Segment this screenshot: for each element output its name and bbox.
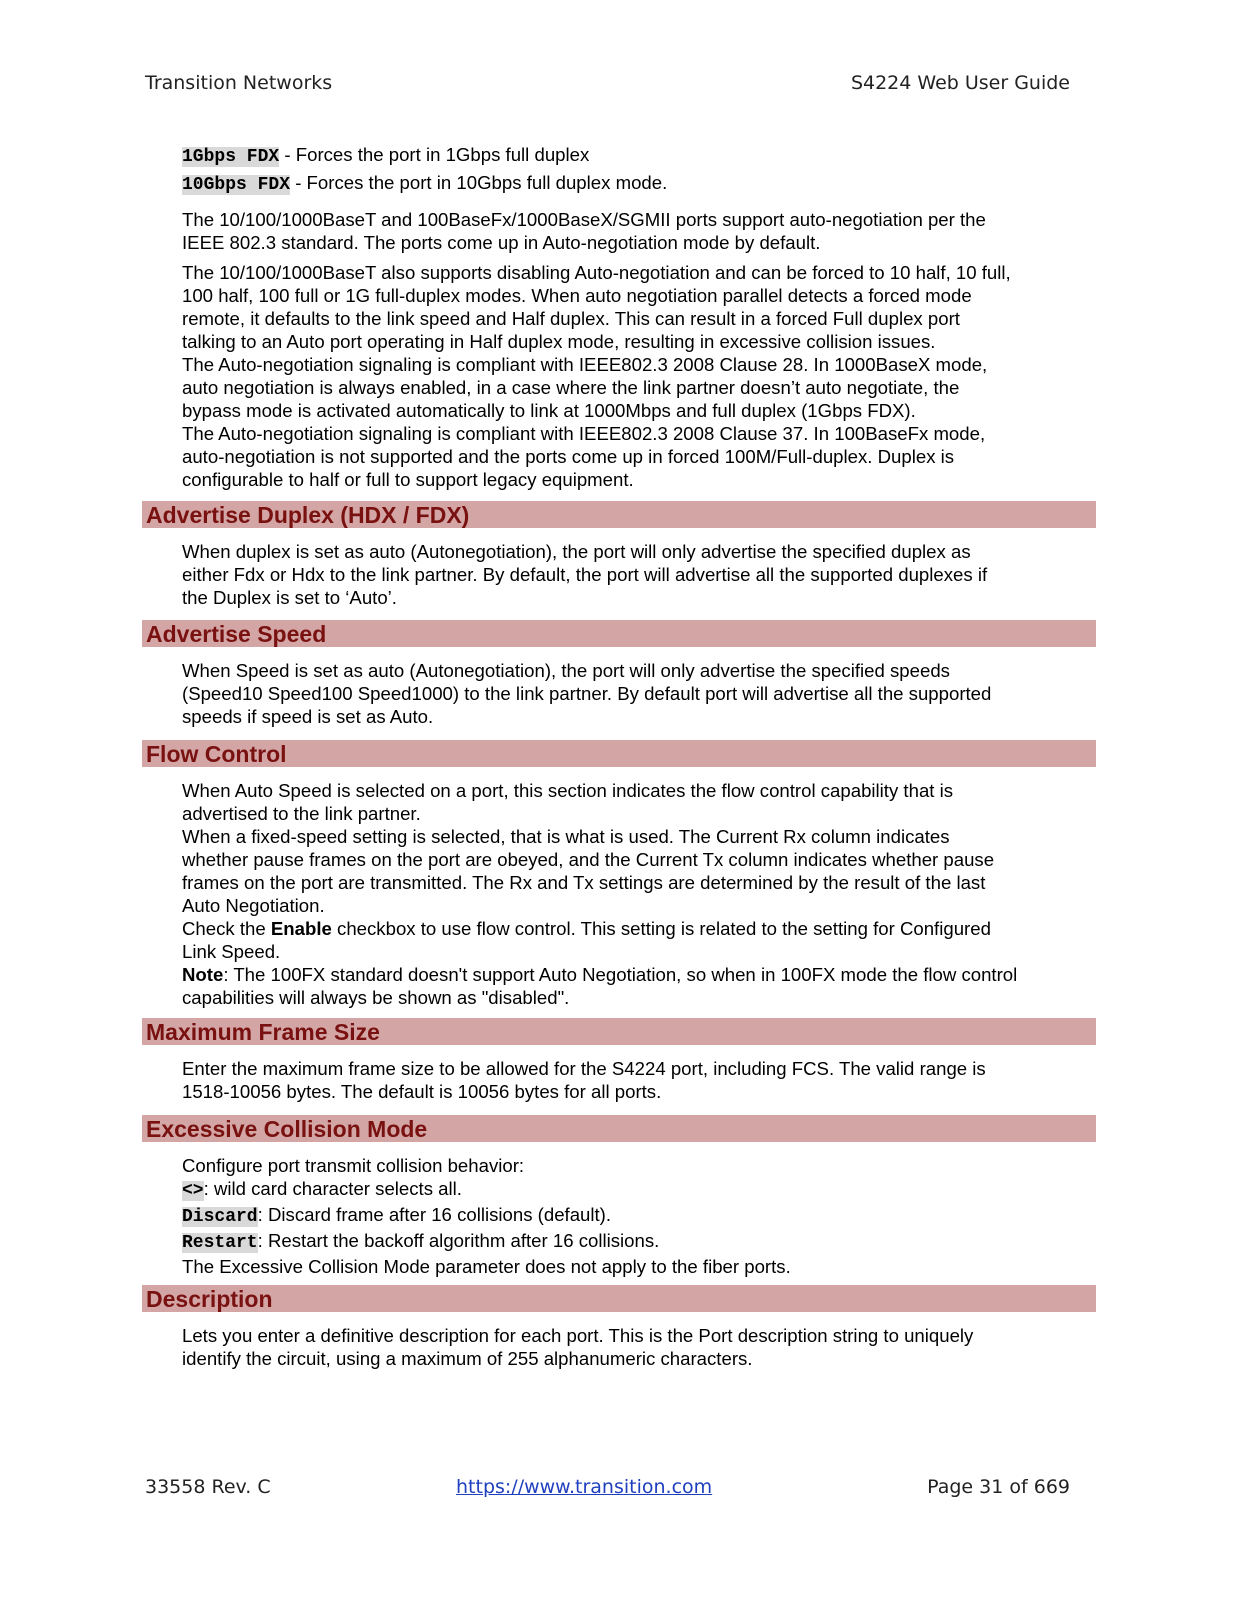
option-text: : wild card character selects all. — [203, 1178, 462, 1199]
text-fragment: Check the — [182, 918, 271, 939]
advertise-duplex-body — [182, 540, 1102, 609]
option-text: : Discard frame after 16 collisions (default). — [257, 1204, 612, 1225]
footer-revision: 33558 Rev. C — [145, 1476, 271, 1498]
section-heading-description — [142, 1285, 1096, 1312]
collision-option — [182, 1203, 1102, 1229]
text-line: The 10/100/1000BaseT also supports disabling Auto-negotiation and can be forced to 10 half, 10 full, — [182, 262, 1011, 283]
code-term: 10Gbps FDX — [182, 175, 291, 195]
text-line: IEEE 802.3 standard. The ports come up in Auto-negotiation mode by default. — [182, 232, 821, 253]
text-line: The Excessive Collision Mode parameter does not apply to the fiber ports. — [182, 1256, 791, 1277]
section-title: Advertise Duplex (HDX / FDX) — [146, 502, 470, 528]
advertise-speed-body — [182, 659, 1102, 728]
text-line: speeds if speed is set as Auto. — [182, 706, 434, 727]
section-heading-advertise-speed — [142, 620, 1096, 647]
description-body — [182, 1324, 1102, 1370]
section-heading-excessive-collision — [142, 1115, 1096, 1142]
collision-option — [182, 1229, 1102, 1255]
bold-term: Enable — [270, 918, 332, 939]
section-heading-max-frame-size — [142, 1018, 1096, 1045]
text-line: Enter the maximum frame size to be allowed for the S4224 port, including FCS. The valid range is — [182, 1058, 986, 1079]
speed-option-1gbps — [182, 143, 1102, 169]
flow-control-body — [182, 779, 1102, 1009]
footer-website-link[interactable]: https://www.transition.com — [456, 1476, 713, 1498]
collision-option — [182, 1177, 1102, 1203]
text-line: the Duplex is set to ‘Auto’. — [182, 587, 397, 608]
option-text: : Restart the backoff algorithm after 16 collisions. — [257, 1230, 660, 1251]
text-line: talking to an Auto port operating in Half duplex mode, resulting in excessive collision issues. — [182, 331, 936, 352]
code-term: Discard — [182, 1207, 258, 1227]
text-fragment: : The 100FX standard doesn't support Auto Negotiation, so when in 100FX mode the flow control — [223, 964, 1018, 985]
code-term: 1Gbps FDX — [182, 147, 280, 167]
autoneg-paragraph-2 — [182, 261, 1102, 491]
text-line: configurable to half or full to support legacy equipment. — [182, 469, 634, 490]
text-line: remote, it defaults to the link speed and Half duplex. This can result in a forced Full duplex port — [182, 308, 960, 329]
header-left: Transition Networks — [145, 72, 333, 94]
text-line: 1518-10056 bytes. The default is 10056 bytes for all ports. — [182, 1081, 662, 1102]
max-frame-body — [182, 1057, 1102, 1103]
text-line: When Speed is set as auto (Autonegotiation), the port will only advertise the specified speeds — [182, 660, 950, 681]
collision-body — [182, 1154, 1102, 1278]
text-line: capabilities will always be shown as "disabled". — [182, 987, 570, 1008]
code-term: Restart — [182, 1233, 258, 1253]
text-line: When Auto Speed is selected on a port, this section indicates the flow control capability that is — [182, 780, 954, 801]
text-line: either Fdx or Hdx to the link partner. By default, the port will advertise all the supported duplexes if — [182, 564, 988, 585]
option-text: - Forces the port in 1Gbps full duplex — [279, 144, 590, 165]
note-line — [182, 963, 1102, 986]
text-line: The Auto-negotiation signaling is compliant with IEEE802.3 2008 Clause 28. In 1000BaseX mode, — [182, 354, 988, 375]
text-line: Link Speed. — [182, 941, 281, 962]
bold-term: Note — [182, 964, 224, 985]
section-title: Flow Control — [146, 741, 287, 767]
text-line: frames on the port are transmitted. The Rx and Tx settings are determined by the result of the last — [182, 872, 986, 893]
footer-page-number: Page 31 of 669 — [927, 1476, 1070, 1498]
text-line: advertised to the link partner. — [182, 803, 421, 824]
text-line: Configure port transmit collision behavior: — [182, 1155, 525, 1176]
option-text: - Forces the port in 10Gbps full duplex mode. — [290, 172, 668, 193]
header-right: S4224 Web User Guide — [850, 72, 1070, 94]
section-title: Maximum Frame Size — [146, 1019, 380, 1045]
section-heading-flow-control — [142, 740, 1096, 767]
text-line: When duplex is set as auto (Autonegotiation), the port will only advertise the specified duplex as — [182, 541, 971, 562]
autoneg-paragraph-1 — [182, 208, 1102, 254]
text-line: Auto Negotiation. — [182, 895, 325, 916]
text-line: The 10/100/1000BaseT and 100BaseFx/1000BaseX/SGMII ports support auto-negotiation per the — [182, 209, 986, 230]
enable-checkbox-line — [182, 917, 1102, 940]
section-title: Advertise Speed — [146, 621, 327, 647]
speed-option-10gbps — [182, 171, 1102, 197]
text-line: whether pause frames on the port are obeyed, and the Current Tx column indicates whether pause — [182, 849, 995, 870]
text-line: Lets you enter a definitive description for each port. This is the Port description string to uniquely — [182, 1325, 974, 1346]
text-line: bypass mode is activated automatically to link at 1000Mbps and full duplex (1Gbps FDX). — [182, 400, 916, 421]
section-title: Description — [146, 1286, 273, 1312]
text-line: When a fixed-speed setting is selected, that is what is used. The Current Rx column indicates — [182, 826, 950, 847]
text-line: identify the circuit, using a maximum of 255 alphanumeric characters. — [182, 1348, 753, 1369]
text-line: auto negotiation is always enabled, in a case where the link partner doesn’t auto negotiate, the — [182, 377, 960, 398]
section-heading-advertise-duplex — [142, 501, 1096, 528]
code-term: <> — [182, 1181, 204, 1201]
text-line: The Auto-negotiation signaling is compliant with IEEE802.3 2008 Clause 37. In 100BaseFx mode, — [182, 423, 986, 444]
text-line: (Speed10 Speed100 Speed1000) to the link partner. By default port will advertise all the supported — [182, 683, 992, 704]
section-title: Excessive Collision Mode — [146, 1116, 428, 1142]
text-line: 100 half, 100 full or 1G full-duplex modes. When auto negotiation parallel detects a forced mode — [182, 285, 972, 306]
text-fragment: checkbox to use flow control. This setting is related to the setting for Configured — [331, 918, 991, 939]
text-line: auto-negotiation is not supported and the ports come up in forced 100M/Full-duplex. Duplex is — [182, 446, 955, 467]
